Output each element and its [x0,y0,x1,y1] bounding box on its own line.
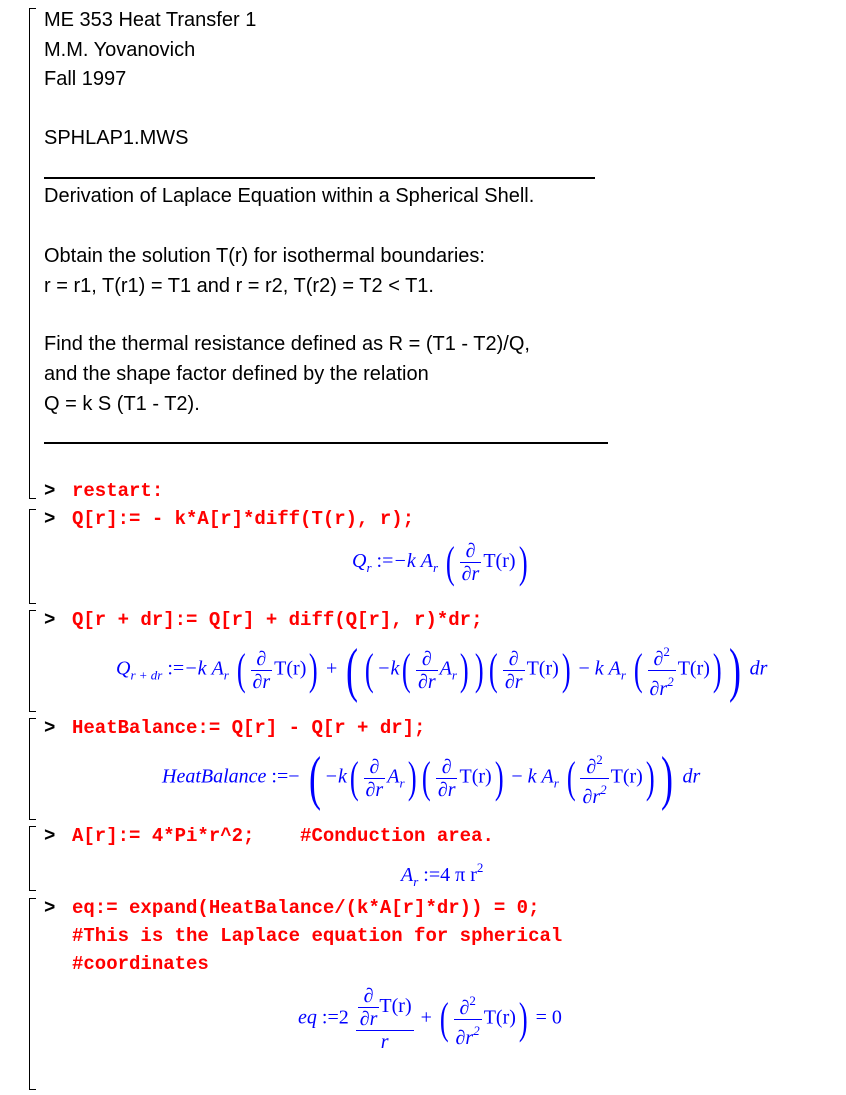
group-bracket-q [29,509,36,604]
resistance-line-2: and the shape factor defined by the relation [44,363,429,385]
derivation-title: Derivation of Laplace Equation within a Spherical Shell. [44,185,535,207]
author: M.M. Yovanovich [44,39,196,61]
input-eq-line-2[interactable]: #This is the Laplace equation for spherical [72,925,563,947]
output-heatbalance: HeatBalance :=− ( −k( $\frac{\partial}{\partial r}$ $A_r$) ( $\frac{\partial}{\partial r}$ T(r)) − k $A_r$ ( $\frac{\partial^2}{\partial r^2}$ T(r)) ) dr [162,745,701,811]
output-qdr: $Q_{r + dr}$ :=−k $A_r$ ( $\frac{\partial}{\partial r}$ T(r)) + ( ( −k( $\frac{\partial}{\partial r}$ $A_r$) ) ( $\frac{\partial}{\partial r}$ T(r)) − k $A_r$ ( $\frac{\partial^2}{\partial r^2}$ T(r)) ) dr [116,637,768,703]
prompt-6: > [44,897,56,919]
resistance-line-3: Q = k S (T1 - T2). [44,393,200,415]
output-area: $A_r$ :=4 π $r^2$ [401,860,484,889]
input-qdr[interactable]: Q[r + dr]:= Q[r] + diff(Q[r], r)*dr; [72,609,483,631]
prompt-1: > [44,480,56,502]
header-group-bracket [29,8,36,499]
group-bracket-qdr [29,610,36,712]
group-bracket-eq [29,898,36,1090]
prompt-5: > [44,825,56,847]
prompt-2: > [44,508,56,530]
output-eq: eq :=2 $\frac{\partial}{\partial r}$ T(r) r + ( $\frac{\partial^2}{\partial r^2}$ T(r)) = 0 [298,985,562,1053]
objective-line-2: r = r1, T(r1) = T1 and r = r2, T(r2) = T2 < T1. [44,275,434,297]
file-name: SPHLAP1.MWS [44,127,189,149]
group-bracket-heatbalance [29,718,36,820]
prompt-4: > [44,717,56,739]
group-bracket-area [29,826,36,891]
input-restart[interactable]: restart: [72,480,164,502]
input-area[interactable]: A[r]:= 4*Pi*r^2; #Conduction area. [72,825,494,847]
input-heatbalance[interactable]: HeatBalance:= Q[r] - Q[r + dr]; [72,717,426,739]
divider-top [44,177,595,179]
resistance-line-1: Find the thermal resistance defined as R = (T1 - T2)/Q, [44,333,530,355]
objective-line-1: Obtain the solution T(r) for isothermal boundaries: [44,245,485,267]
course-title: ME 353 Heat Transfer 1 [44,9,257,31]
input-eq-line-1[interactable]: eq:= expand(HeatBalance/(k*A[r]*dr)) = 0; [72,897,540,919]
prompt-3: > [44,609,56,631]
output-q: $Q_r$ :=−k $A_r$ ( $\frac{\partial}{\partial r}$ T(r)) [352,537,528,587]
input-q[interactable]: Q[r]:= - k*A[r]*diff(T(r), r); [72,508,415,530]
input-eq-line-3[interactable]: #coordinates [72,953,209,975]
divider-bottom [44,442,608,444]
term: Fall 1997 [44,68,127,90]
